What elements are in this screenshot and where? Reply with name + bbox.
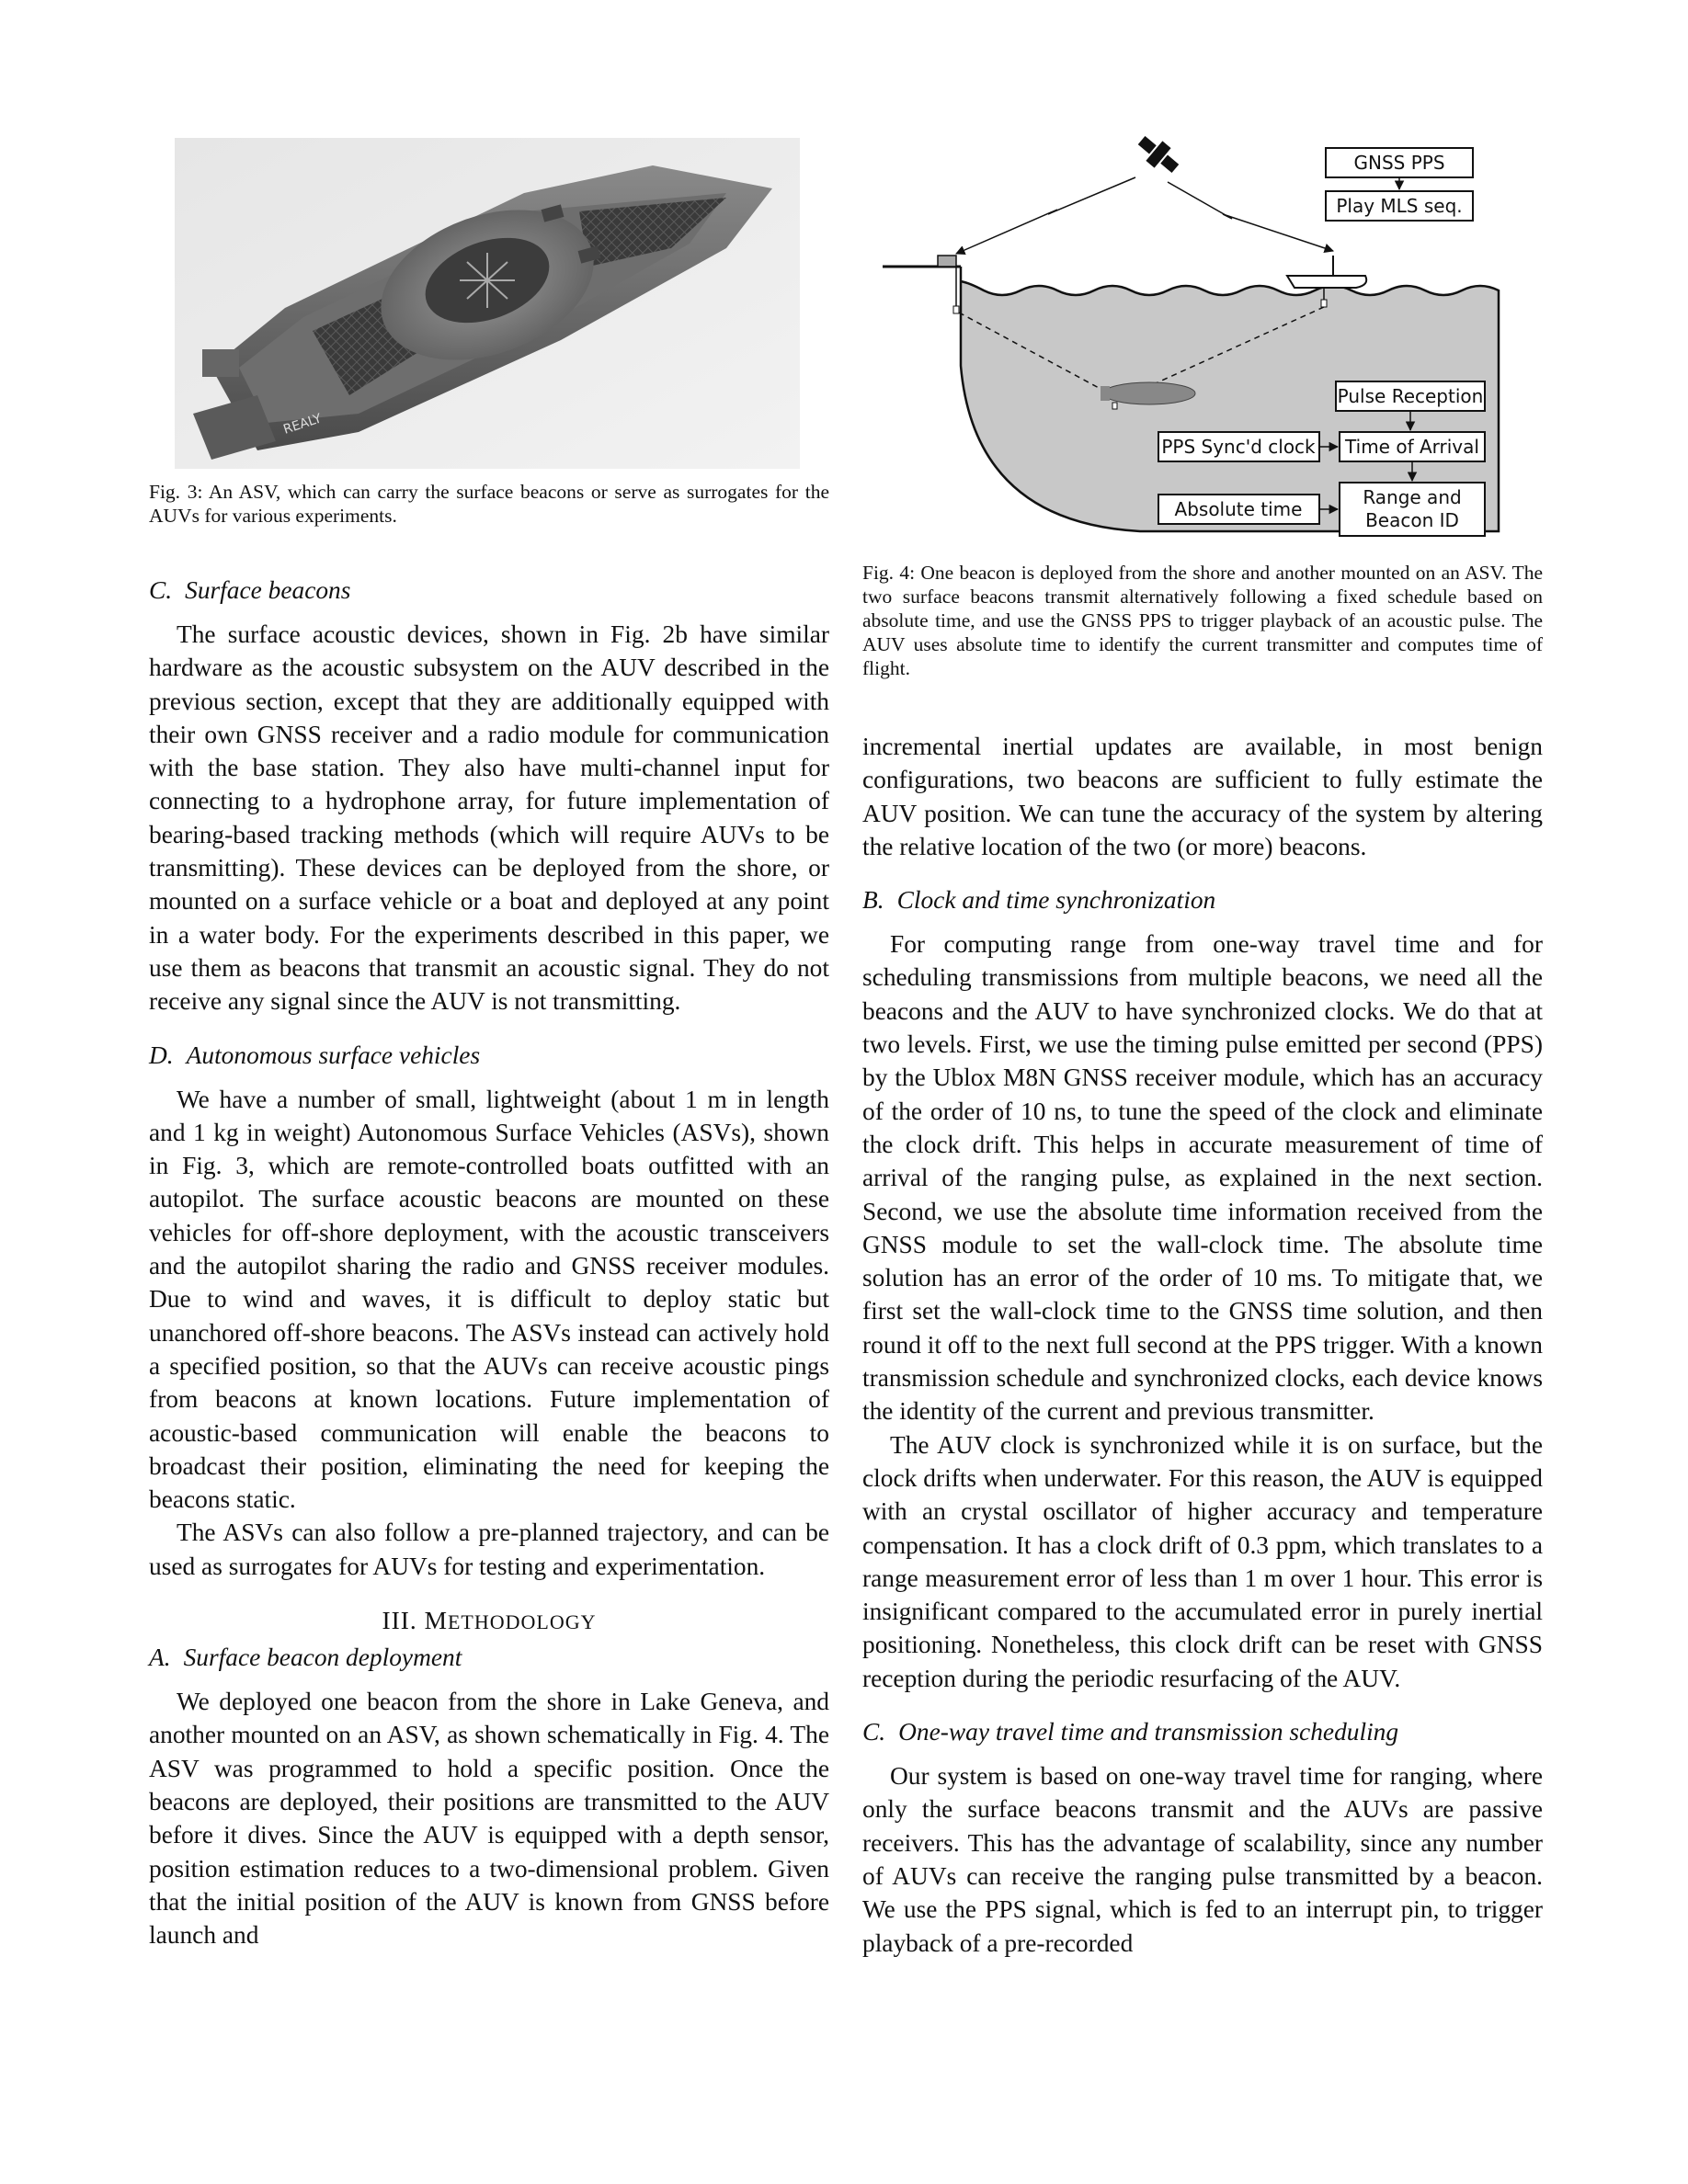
- section-3a-paragraph: We deployed one beacon from the shore in Lake Geneva, and another mounted on an ASV, as shown schematically in Fig. 4. The ASV was programmed to hold a specific position. Once the beacons are deployed, their positions are transmitted to the AUV before it dives. Since the AUV is equipped with a depth sensor, position estimation reduces to a two-dimensional problem. Given that the initial position of the AUV is known from GNSS before launch and: [149, 1688, 829, 1950]
- box-range-line1: Range and: [1363, 486, 1462, 508]
- section-3-heading: III. METHODOLOGY: [382, 1607, 597, 1635]
- fig4-diagram: [883, 136, 1517, 550]
- section-c-heading: C. Surface beacons: [149, 576, 351, 604]
- box-pps-sync-clock: PPS Sync'd clock: [1161, 436, 1316, 458]
- box-time-of-arrival: Time of Arrival: [1345, 436, 1479, 458]
- section-3b-heading: B. Clock and time synchronization: [862, 886, 1216, 915]
- right-column: [862, 730, 1543, 1960]
- asv-photo: [175, 138, 800, 469]
- asv-photo-brand: REALY: [281, 411, 324, 438]
- fig4-caption: Fig. 4: One beacon is deployed from the shore and another mounted on an ASV. The two surface beacons transmit alternatively following a fixed schedule based on absolute time, and use the GNSS PPS to trigger playback of an acoustic pulse. The AUV uses absolute time to identify the current transmitter and computes time of flight.: [862, 562, 1543, 679]
- auv-icon: [1103, 382, 1195, 404]
- section-3a-heading: A. Surface beacon deployment: [149, 1644, 462, 1672]
- section-3c-paragraph: Our system is based on one-way travel time for ranging, where only the surface beacons transmit and the AUVs are passive receivers. This has the advantage of scalability, since any number of AUVs can receive the ranging pulse transmitted by a beacon. We use the PPS signal, which is fed to an interrupt pin, to trigger playback of a pre-recorded: [862, 1762, 1543, 1957]
- section-d-heading: D. Autonomous surface vehicles: [149, 1041, 481, 1069]
- box-play-mls: Play MLS seq.: [1336, 195, 1463, 217]
- section-3b-paragraph-1: For computing range from one-way travel time and for scheduling transmissions from multiple beacons, we need all the beacons and the AUV to have synchronized clocks. We do that at two levels. First, we use the timing pulse emitted per second (PPS) by the Ublox M8N GNSS receiver module, which has an accuracy of the order of 10 ns, to tune the speed of the clock and eliminate the clock drift. This helps in accurate measurement of time of arrival of the ranging pulse, as explained in the next section. Second, we use the absolute time information received from the GNSS module to set the wall-clock time. The absolute time solution has an error of the order of 10 ms. To mitigate that, we first set the wall-clock time to the GNSS time solution, and then round it off to the next full second at the PPS trigger. With a known transmission schedule and synchronized clocks, each device knows the identity of the current and previous transmitter.: [862, 930, 1543, 1426]
- section-d-paragraph-1: We have a number of small, lightweight (about 1 m in length and 1 kg in weight) Autonomous Surface Vehicles (ASVs), shown in Fig. 3, which are remote-controlled boats outfitted with an autopilot. The surface acoustic beacons are mounted on these vehicles for off-shore deployment, with the acoustic transceivers and the autopilot sharing the radio and GNSS receiver modules. Due to wind and waves, it is difficult to deploy static but unanchored off-shore beacons. The ASVs instead can actively hold a specified position, so that the AUVs can receive acoustic pings from beacons at known locations. Future implementation of acoustic-based communication will enable the beacons to broadcast their position, eliminating the need for keeping the beacons static.: [149, 1085, 829, 1514]
- satellite-icon: [1134, 136, 1184, 178]
- shore-beacon-icon: [938, 256, 956, 267]
- section-3c-heading: C. One-way travel time and transmission scheduling: [862, 1718, 1399, 1746]
- box-range-line2: Beacon ID: [1365, 509, 1459, 531]
- section-3b-paragraph-2: The AUV clock is synchronized while it is on surface, but the clock drifts when underwater. For this reason, the AUV is equipped with an crystal oscillator of higher accuracy and temperature compensation. It has a clock drift of 0.3 ppm, which translates to a range measurement error of less than 1 m over 1 hour. This error is insignificant compared to the accumulated error in purely inertial positioning. Nonetheless, this clock drift can be reset with GNSS reception during the periodic resurfacing of the AUV.: [862, 1430, 1543, 1692]
- asv-boat-icon: [1287, 276, 1366, 288]
- box-pulse-reception: Pulse Reception: [1337, 385, 1484, 407]
- left-column: [149, 574, 829, 1951]
- section-c-paragraph: The surface acoustic devices, shown in Fig. 2b have similar hardware as the acoustic subsystem on the AUV described in the previous section, except that they are additionally equipped with their own GNSS receiver and a radio module for communication with the base station. They also have multi-channel input for connecting to a hydrophone array, for future implementation of bearing-based tracking methods (which will require AUVs to be transmitting). These devices can be deployed from the shore, or mounted on a surface vehicle or a boat and deployed at any point in a water body. For the experiments described in this paper, we use them as beacons that transmit an acoustic signal. They do not receive any signal since the AUV is not transmitting.: [149, 620, 829, 1016]
- box-gnss-pps: GNSS PPS: [1353, 152, 1445, 174]
- section-d-paragraph-2: The ASVs can also follow a pre-planned trajectory, and can be used as surrogates for AUVs for testing and experimentation.: [149, 1519, 829, 1580]
- section-3a-continuation: incremental inertial updates are available, in most benign configurations, two beacons are sufficient to fully estimate the AUV position. We can tune the accuracy of the system by altering the relative location of the two (or more) beacons.: [862, 733, 1543, 860]
- fig3-caption: Fig. 3: An ASV, which can carry the surface beacons or serve as surrogates for the AUVs for various experiments.: [149, 481, 829, 527]
- box-absolute-time: Absolute time: [1174, 498, 1303, 520]
